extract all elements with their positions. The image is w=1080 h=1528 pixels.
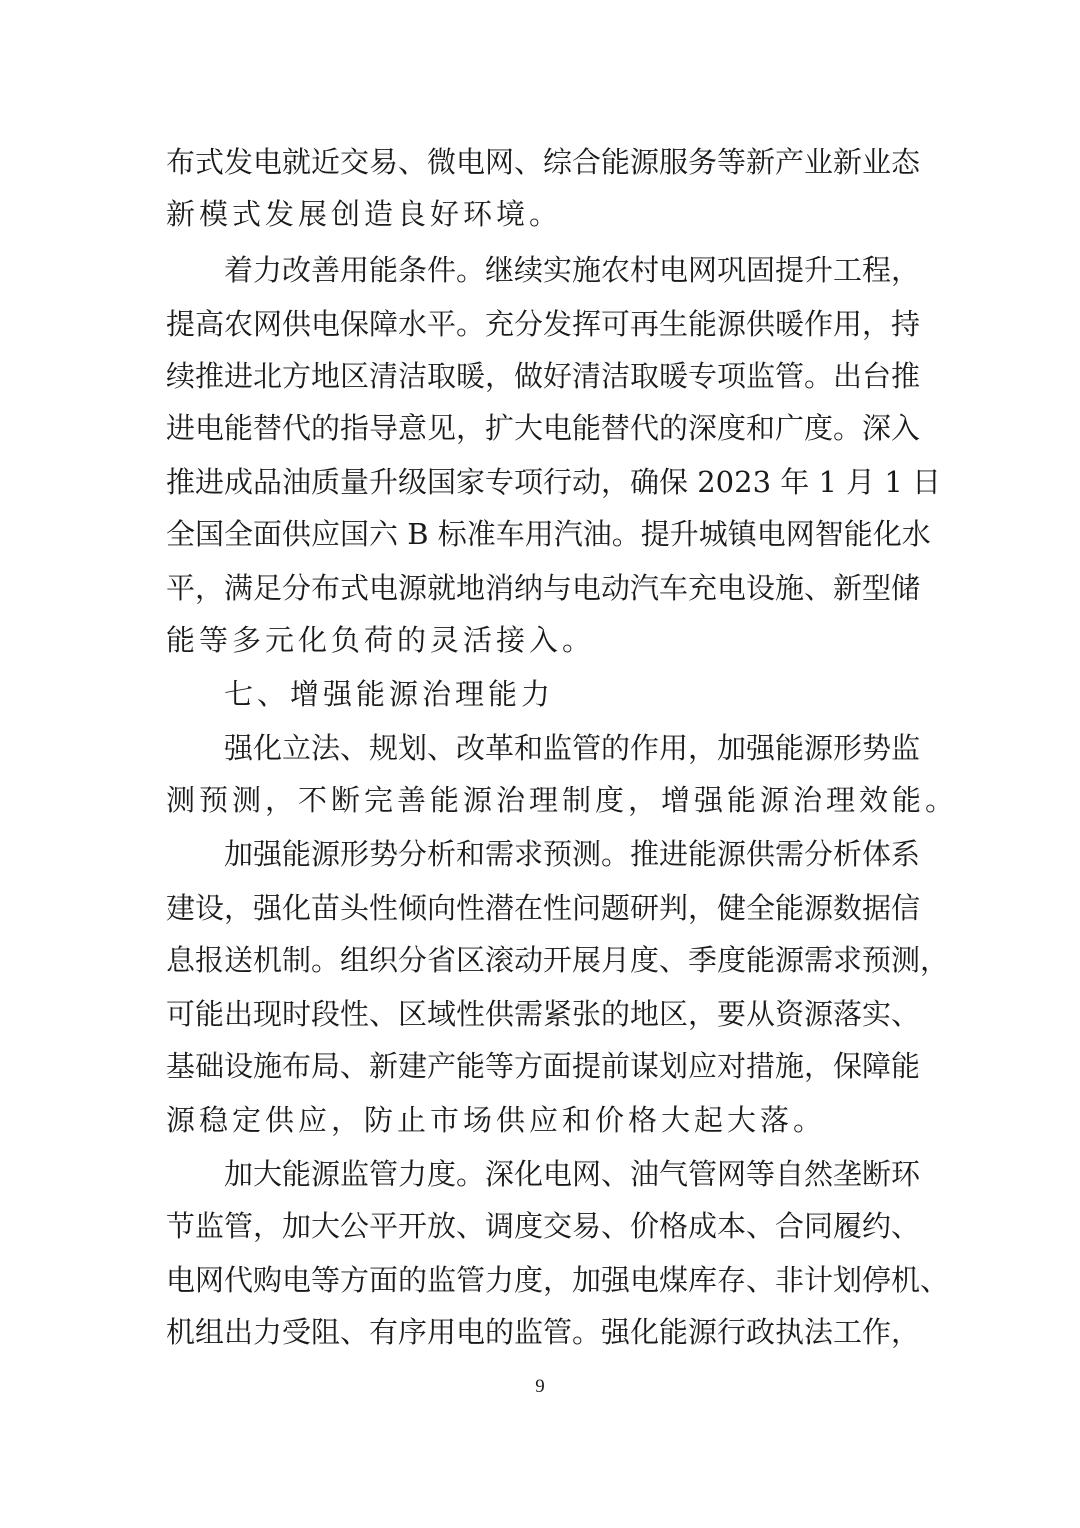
body-line: 能等多元化负荷的灵活接入。 bbox=[166, 623, 596, 657]
page-number: 9 bbox=[535, 1376, 545, 1397]
body-line: 布式发电就近交易、微电网、综合能源服务等新产业新业态 bbox=[166, 145, 921, 179]
paragraph-first-line bbox=[224, 832, 921, 876]
body-line: 息报送机制。组织分省区滚动开展月度、季度能源需求预测， bbox=[166, 943, 950, 977]
body-line: 续推进北方地区清洁取暖，做好清洁取暖专项监管。出台推 bbox=[166, 359, 921, 393]
body-line: 提高农网供电保障水平。充分发挥可再生能源供暖作用，持 bbox=[166, 307, 921, 341]
paragraph-first-line: 强化立法、规划、改革和监管的作用，加强能源形势监 bbox=[224, 731, 921, 765]
body-line: 新模式发展创造良好环境。 bbox=[166, 197, 563, 231]
body-line: 推进成品油质量升级国家专项行动，确保 2023 年 1 月 1 日 bbox=[166, 465, 942, 499]
paragraph-lead-heading: 加大能源监管力度 bbox=[224, 1157, 457, 1191]
body-line: 全国全面供应国六 B 标准车用汽油。提升城镇电网智能化水 bbox=[166, 517, 931, 551]
body-line: 基础设施布局、新建产能等方面提前谋划应对措施，保障能 bbox=[166, 1049, 921, 1083]
paragraph-first-line bbox=[224, 1152, 921, 1196]
body-line: 节监管，加大公平开放、调度交易、价格成本、合同履约、 bbox=[166, 1209, 921, 1243]
body-line: 建设，强化苗头性倾向性潜在性问题研判，健全能源数据信 bbox=[166, 891, 921, 925]
section-heading: 七、增强能源治理能力 bbox=[224, 677, 555, 711]
body-line: 源稳定供应，防止市场供应和价格大起大落。 bbox=[166, 1103, 827, 1137]
body-line: 可能出现时段性、区域性供需紧张的地区，要从资源落实、 bbox=[166, 997, 921, 1031]
paragraph-text: 。推进能源供需分析体系 bbox=[601, 837, 921, 871]
body-line: 测预测，不断完善能源治理制度，增强能源治理效能。 bbox=[166, 783, 959, 817]
body-line: 进电能替代的指导意见，扩大电能替代的深度和广度。深入 bbox=[166, 411, 921, 445]
paragraph-lead-heading: 加强能源形势分析和需求预测 bbox=[224, 837, 602, 871]
paragraph-text: 。深化电网、油气管网等自然垄断环 bbox=[456, 1157, 921, 1191]
paragraph-first-line bbox=[224, 248, 921, 292]
body-line: 机组出力受阻、有序用电的监管。强化能源行政执法工作， bbox=[166, 1315, 921, 1349]
paragraph-text: 。继续实施农村电网巩固提升工程， bbox=[456, 253, 921, 287]
body-line: 电网代购电等方面的监管力度，加强电煤库存、非计划停机、 bbox=[166, 1263, 950, 1297]
body-line: 平，满足分布式电源就地消纳与电动汽车充电设施、新型储 bbox=[166, 571, 921, 605]
paragraph-lead-heading: 着力改善用能条件 bbox=[224, 253, 457, 287]
